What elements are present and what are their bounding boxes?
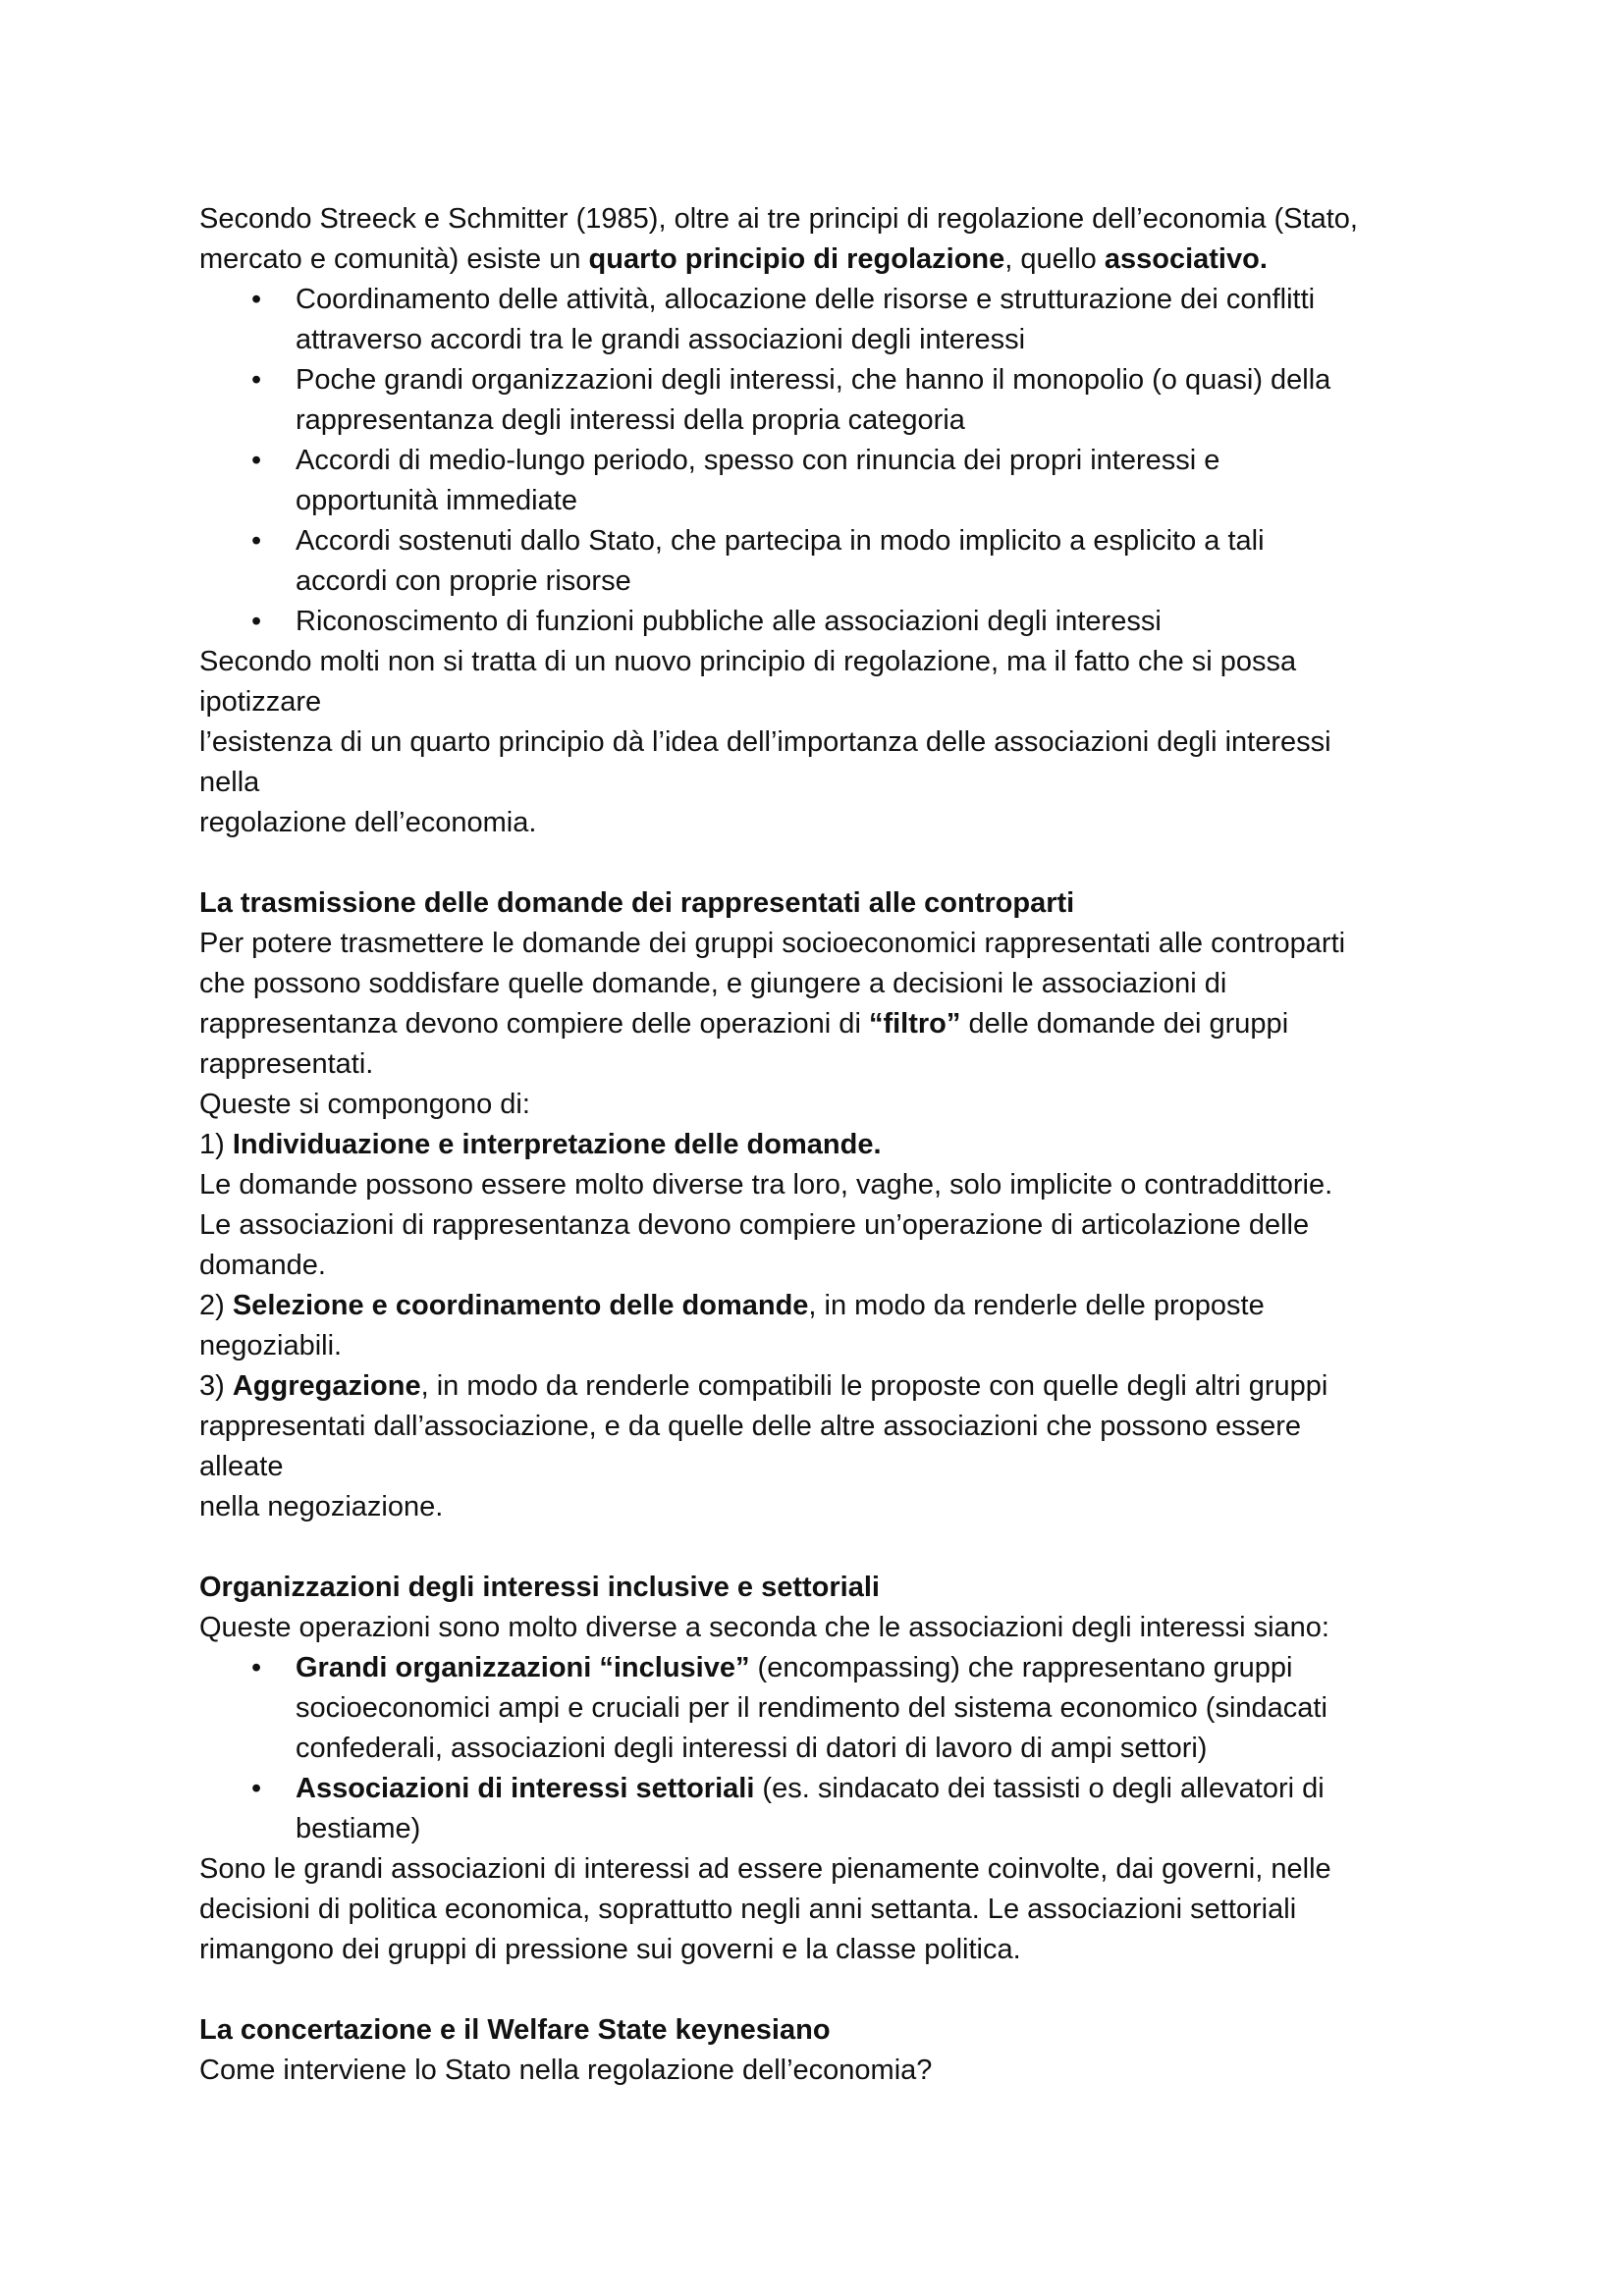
item-number: 1)	[199, 1129, 233, 1160]
paragraph-line: negoziabili.	[199, 1330, 343, 1362]
list-item-text: accordi con proprie risorse	[296, 565, 631, 597]
bullet-icon: •	[251, 606, 262, 637]
spacer	[199, 1970, 1446, 2010]
paragraph-line	[199, 1004, 1446, 1044]
bold-text: Aggregazione	[232, 1370, 421, 1402]
paragraph-line	[199, 240, 1446, 280]
list-item-text: socioeconomici ampi e cruciali per il rendimento del sistema economico (sindacati	[296, 1692, 1327, 1724]
paragraph-line: rimangono dei gruppi di pressione sui governi e la classe politica.	[199, 1934, 1021, 1965]
paragraph-line: che possono soddisfare quelle domande, e giungere a decisioni le associazioni di	[199, 968, 1227, 999]
paragraph-line: domande.	[199, 1250, 326, 1281]
paragraph-line: regolazione dell’economia.	[199, 807, 537, 838]
heading-text: La concertazione e il Welfare State keynesiano	[199, 2014, 831, 2046]
text-span: mercato e comunità) esiste un	[199, 243, 589, 275]
paragraph-line: Le domande possono essere molto diverse tra loro, vaghe, solo implicite o contraddittorie.	[199, 1169, 1333, 1201]
paragraph-line: Sono le grandi associazioni di interessi ad essere pienamente coinvolte, dai governi, nelle	[199, 1853, 1331, 1885]
list-item-text: rappresentanza degli interessi della propria categoria	[296, 404, 965, 436]
section-heading	[199, 1568, 1446, 1608]
bullet-icon: •	[251, 1652, 262, 1683]
numbered-item	[199, 1125, 1446, 1165]
document-page	[199, 199, 1446, 2091]
bullet-icon: •	[251, 525, 262, 557]
bold-text: Associazioni di interessi settoriali	[296, 1773, 755, 1804]
list-item	[199, 360, 1446, 441]
bullet-list	[199, 280, 1446, 642]
bold-text: Grandi organizzazioni “inclusive”	[296, 1652, 750, 1683]
paragraph-line: Come interviene lo Stato nella regolazione dell’economia?	[199, 2055, 933, 2086]
paragraph-line: alleate	[199, 1451, 284, 1482]
list-item-text	[296, 1769, 1446, 1809]
list-item-text	[296, 1648, 1446, 1688]
list-item-text: Poche grandi organizzazioni degli interessi, che hanno il monopolio (o quasi) della	[296, 364, 1331, 396]
bold-text: associativo.	[1104, 243, 1268, 275]
paragraph-line: decisioni di politica economica, soprattutto negli anni settanta. Le associazioni settoriali	[199, 1894, 1297, 1925]
paragraph-line: Queste operazioni sono molto diverse a seconda che le associazioni degli interessi siano:	[199, 1612, 1329, 1643]
text-span: delle domande dei gruppi	[960, 1008, 1289, 1040]
heading-text: Organizzazioni degli interessi inclusive e settoriali	[199, 1572, 880, 1603]
section-heading	[199, 2010, 1446, 2051]
list-item	[199, 1769, 1446, 1849]
list-item-text: Coordinamento delle attività, allocazione delle risorse e strutturazione dei conflitti	[296, 284, 1316, 315]
text-span: , in modo da renderle delle proposte	[808, 1290, 1265, 1321]
paragraph-line: nella negoziazione.	[199, 1491, 444, 1522]
numbered-item	[199, 1286, 1446, 1326]
heading-text: La trasmissione delle domande dei rappresentati alle controparti	[199, 887, 1075, 919]
paragraph-line: ipotizzare	[199, 686, 322, 718]
bullet-icon: •	[251, 284, 262, 315]
paragraph-line: l’esistenza di un quarto principio dà l’idea dell’importanza delle associazioni degli interessi	[199, 726, 1331, 758]
bullet-icon: •	[251, 364, 262, 396]
item-number: 2)	[199, 1290, 233, 1321]
bold-text: “filtro”	[868, 1008, 961, 1040]
bullet-icon: •	[251, 445, 262, 476]
paragraph-line: Le associazioni di rappresentanza devono compiere un’operazione di articolazione delle	[199, 1209, 1310, 1241]
paragraph-line: Secondo Streeck e Schmitter (1985), oltre ai tre principi di regolazione dell’economia (Stato,	[199, 203, 1358, 235]
list-item	[199, 521, 1446, 602]
list-item-text: attraverso accordi tra le grandi associazioni degli interessi	[296, 324, 1026, 355]
list-item-text: confederali, associazioni degli interessi di datori di lavoro di ampi settori)	[296, 1733, 1208, 1764]
bold-text: Selezione e coordinamento delle domande	[232, 1290, 809, 1321]
spacer	[199, 1527, 1446, 1568]
paragraph-line: Secondo molti non si tratta di un nuovo principio di regolazione, ma il fatto che si possa	[199, 646, 1297, 677]
paragraph-line: rappresentati dall’associazione, e da quelle delle altre associazioni che possono essere	[199, 1411, 1302, 1442]
list-item-text: Riconoscimento di funzioni pubbliche alle associazioni degli interessi	[296, 606, 1162, 637]
bold-text: Individuazione e interpretazione delle domande.	[232, 1129, 882, 1160]
paragraph-line: rappresentati.	[199, 1048, 374, 1080]
text-span: rappresentanza devono compiere delle operazioni di	[199, 1008, 869, 1040]
list-item-text: bestiame)	[296, 1813, 421, 1844]
spacer	[199, 843, 1446, 883]
paragraph-line: nella	[199, 767, 260, 798]
bullet-icon: •	[251, 1773, 262, 1804]
list-item-text: Accordi di medio-lungo periodo, spesso con rinuncia dei propri interessi e	[296, 445, 1220, 476]
numbered-item	[199, 1366, 1446, 1407]
text-span: , in modo da renderle compatibili le proposte con quelle degli altri gruppi	[420, 1370, 1328, 1402]
bullet-list	[199, 1648, 1446, 1849]
list-item-text: opportunità immediate	[296, 485, 577, 516]
list-item-text: Accordi sostenuti dallo Stato, che partecipa in modo implicito a esplicito a tali	[296, 525, 1265, 557]
section-heading	[199, 883, 1446, 924]
item-number: 3)	[199, 1370, 233, 1402]
text-span: , quello	[1004, 243, 1105, 275]
list-item	[199, 1648, 1446, 1769]
list-item	[199, 602, 1446, 642]
list-item	[199, 441, 1446, 521]
list-item	[199, 280, 1446, 360]
bold-text: quarto principio di regolazione	[588, 243, 1005, 275]
paragraph-line: Per potere trasmettere le domande dei gruppi socioeconomici rappresentati alle controparti	[199, 928, 1346, 959]
text-span: (encompassing) che rappresentano gruppi	[749, 1652, 1293, 1683]
paragraph-line: Queste si compongono di:	[199, 1089, 530, 1120]
text-span: (es. sindacato dei tassisti o degli allevatori di	[754, 1773, 1325, 1804]
